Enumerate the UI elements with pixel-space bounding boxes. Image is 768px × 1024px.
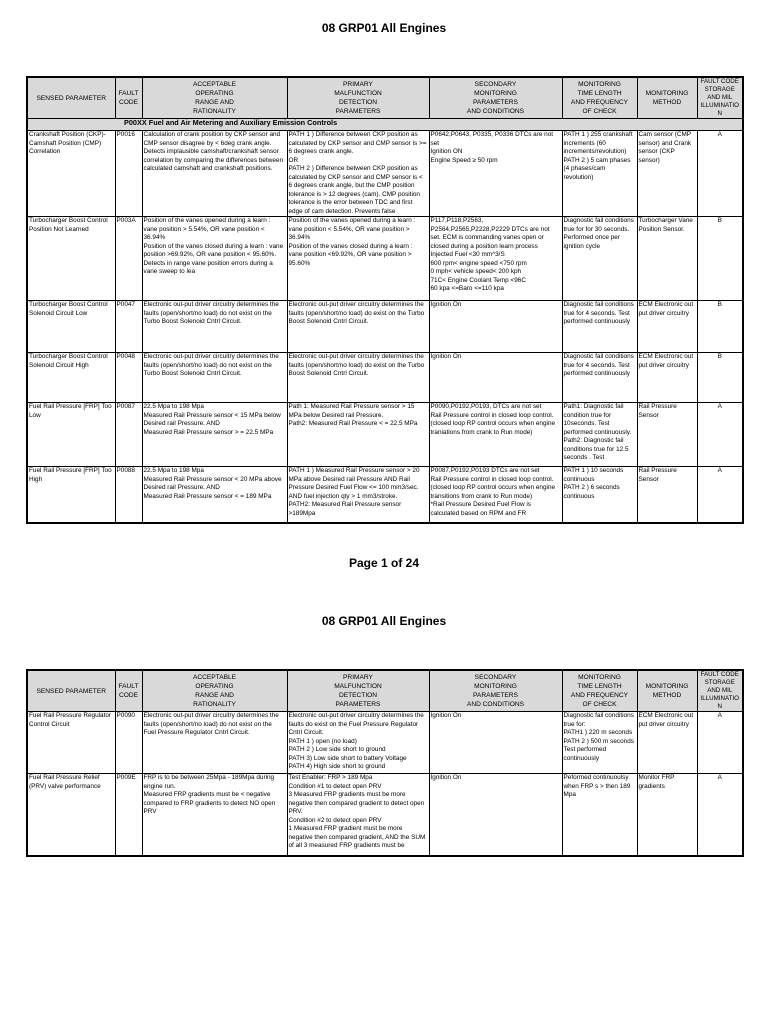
sensed-parameter: Fuel Rail Pressure [FRP] Too High (27, 467, 115, 523)
monitoring-time: Diagnostic fail conditions true for: PATH1 ) 220 m seconds PATH 2 ) 500 m seconds Test performed continuously (562, 712, 637, 774)
monitoring-method: Monitor FRP gradients (637, 774, 697, 856)
monitoring-method: Rail Pressure Sensor (637, 403, 697, 467)
monitoring-method: ECM Electronic out put driver circuitry (637, 301, 697, 353)
table-row (27, 712, 743, 774)
header-row (27, 77, 743, 119)
primary-malfunction: Path 1: Measured Rail Pressure sensor > 15 MPa below Desired rail Pressure. Path2: Measured Rail Pressure < = 22.5 MPa (287, 403, 429, 467)
fault-code: P0048 (115, 353, 142, 403)
secondary-conditions: P0090,P0192,P0193, DTCs are not set Rail Pressure control in closed loop control. (closed loop RP control occurs when engine traniations from crank to Run mode) (429, 403, 562, 467)
monitoring-method: Cam sensor (CMP sensor) and Crank sensor (CKP sensor) (637, 131, 697, 217)
fault-code: P003A (115, 217, 142, 301)
operating-range: Electronic out-put driver circuitry determines the faults (open/short/no load) do not exist on the Fuel Pressure Regulator Cntrl Circuit. (142, 712, 287, 774)
monitoring-time: PATH 1 ) 255 crankshaft increments (60 increments/revolution) PATH 2 ) 5 cam phases (4 phases/cam revolution) (562, 131, 637, 217)
secondary-conditions: Ignition On (429, 301, 562, 353)
sensed-parameter: Fuel Rail Pressure Regulator Control Circuit (27, 712, 115, 774)
primary-malfunction: PATH 1 ) Measured Rail Pressure sensor > 20 MPa above Desired rail Pressure AND Rail Pressure Desired Fuel Flow <= 100 mm3/sec. AND fuel injection qty > 1 mm3/stroke. PATH2: Measured Rail Pressure sensor >189Mpa (287, 467, 429, 523)
secondary-conditions: Ignition On (429, 712, 562, 774)
col-operating-range: ACCEPTABLE OPERATING RANGE AND RATIONALITY (142, 77, 287, 119)
page-number: Page 1 of 24 (348, 556, 420, 570)
operating-range: Electronic out-put driver circuitry determines the faults (open/short/no load) do not exist on the Turbo Boost Solenoid Cntrl Circuit. (142, 353, 287, 403)
operating-range: Electronic out-put driver circuitry determines the faults (open/short/no load) do not exist on the Turbo Boost Solenoid Cntrl Circuit. (142, 301, 287, 353)
col-operating-range: ACCEPTABLE OPERATING RANGE AND RATIONALITY (142, 670, 287, 712)
fault-code: P0047 (115, 301, 142, 353)
col-sensed-parameter: SENSED PARAMETER (27, 670, 115, 712)
monitoring-time: Diagnostic fail conditions true for 4 seconds. Test performed continuously (562, 301, 637, 353)
mil-class: B (697, 217, 743, 301)
col-secondary-monitoring: SECONDARY MONITORING PARAMETERS AND CONDITIONS (429, 77, 562, 119)
col-monitoring-method: MONITORING METHOD (637, 77, 697, 119)
primary-malfunction: Test Enabler: FRP > 189 Mpa Condition #1 to detect open PRV 3 Measured FRP gradients must be more negative then compared gradient to detect open PRV. Condition #2 to detect open PRV 1 Measured FRP gradient must be more negative then compared gradient, AND the SUM of all 3 measured FRP gradients must be (287, 774, 429, 856)
monitoring-method: ECM Electronic out put driver circuitry (637, 712, 697, 774)
mil-class: B (697, 301, 743, 353)
col-monitoring-time: MONITORING TIME LENGTH AND FREQUENCY OF CHECK (562, 670, 637, 712)
operating-range: Calculation of crank position by CKP sensor and CMP sensor disagree by < 6deg crank angle. Detects implausible camshaft/crankshaft sensor correlation by comparing the differences between calculated camshaft and crankshaft positions. (142, 131, 287, 217)
table-row (27, 131, 743, 217)
obd-table (26, 76, 744, 524)
monitoring-time: Diagnostic fail conditions true for for 30 seconds. Performed once per ignition cycle (562, 217, 637, 301)
table-row (27, 403, 743, 467)
sensed-parameter: Crankshaft Position (CKP)- Camshaft Position (CMP) Correlation (27, 131, 115, 217)
table-row (27, 217, 743, 301)
sensed-parameter: Fuel Rail Pressure [FRP] Too Low (27, 403, 115, 467)
table-row (27, 467, 743, 523)
col-monitoring-method: MONITORING METHOD (637, 670, 697, 712)
header-row (27, 670, 743, 712)
fault-code: P009E (115, 774, 142, 856)
secondary-conditions: P0642,P0643, P0335, P0336 DTCs are not set Ignition ON Engine Speed ≥ 50 rpm (429, 131, 562, 217)
operating-range: FRP is to be between 25Mpa - 189Mpa during engine run. Measured FRP gradients must be < negative compared to FRP gradients to detect NO open PRV (142, 774, 287, 856)
mil-class: A (697, 403, 743, 467)
col-sensed-parameter: SENSED PARAMETER (27, 77, 115, 119)
primary-malfunction: PATH 1 ) Difference between CKP position as calculated by CKP sensor and CMP sensor is >= 6 degrees crank angle. OR PATH 2 ) Difference between CKP position as calculated by CKP sensor and CMP sensor is < 6 degrees crank angle, but the CMP position tolerance is > 12 degrees (cam). CMP position tolerance is the error between TDC and first edge of cam detection. Prevents false (287, 131, 429, 217)
table-row (27, 353, 743, 403)
primary-malfunction: Electronic out-put driver circuitry determines the faults (open/short/no load) do exist on the Turbo Boost Solenoid Cntrl Circuit. (287, 353, 429, 403)
col-fault-storage: FAULT CODE STORAGE AND MIL ILLUMINATIO N (697, 670, 743, 712)
fault-code: P0088 (115, 467, 142, 523)
secondary-conditions: P117,P118,P2563, P2564,P2565,P2228,P2229 DTCs are not set. ECM is commanding vanes open or closed during a position learn process Injected Fuel <30 mm^3/S 600 rpm< engine speed <750 rpm 0 mph< vehicle speed< 200 kph 71C< Engine Coolant Temp <96C 60 kpa <=Baro <=110 kpa (429, 217, 562, 301)
secondary-conditions: Ignition On (429, 353, 562, 403)
col-monitoring-time: MONITORING TIME LENGTH AND FREQUENCY OF CHECK (562, 77, 637, 119)
document-title: 08 GRP01 All Engines (321, 21, 447, 35)
col-primary-malfunction: PRIMARY MALFUNCTION DETECTION PARAMETERS (287, 77, 429, 119)
mil-class: B (697, 353, 743, 403)
primary-malfunction: Electronic out-put driver circuitry determines the faults do exist on the Fuel Pressure Regulator Cntrl Circuit. PATH 1 ) open (no load) PATH 2 ) Low side short to ground PATH 3) Low side short to battery Voltage PATH 4) High side short to ground (287, 712, 429, 774)
monitoring-time: Path1: Diagnostic fail condition true for 10seconds. Test performed continuously. Path2: Diagnostic fail conditions true for 12.5 seconds . Test (562, 403, 637, 467)
monitoring-method: Turbocharger Vane Position Sensor. (637, 217, 697, 301)
monitoring-method: ECM Electronic out put driver circuitry (637, 353, 697, 403)
sensed-parameter: Turbocharger Boost Control Solenoid Circuit Low (27, 301, 115, 353)
sensed-parameter: Turbocharger Boost Control Position Not Learned (27, 217, 115, 301)
section-heading: P00XX Fuel and Air Metering and Auxiliary Emission Controls (27, 119, 743, 131)
mil-class: A (697, 774, 743, 856)
fault-code: P0016 (115, 131, 142, 217)
fault-code: P0090 (115, 712, 142, 774)
document-title: 08 GRP01 All Engines (321, 614, 447, 628)
mil-class: A (697, 467, 743, 523)
monitoring-time: PATH 1 ) 10 seconds continuous PATH 2 ) 6 seconds continuous (562, 467, 637, 523)
operating-range: 22.5 Mpa to 198 Mpa Measured Rail Pressure sensor < 15 MPa below Desired rail Pressure. AND Measured Rail Pressure sensor > = 22.5 MPa (142, 403, 287, 467)
operating-range: Position of the vanes opened during a learn : vane position > 5.54%, OR vane position < 36.94% Position of the vanes closed during a learn : vane position >69.92%, OR vane position < 95.60%. Detects in range vane position errors during a vane sweep to lea (142, 217, 287, 301)
col-fault-storage: FAULT CODE STORAGE AND MIL ILLUMINATIO N (697, 77, 743, 119)
col-fault-code: FAULT CODE (115, 670, 142, 712)
secondary-conditions: Ignition On (429, 774, 562, 856)
operating-range: 22.5 Mpa to 198 Mpa Measured Rail Pressure sensor < 20 MPa above Desired rail Pressure. AND Measured Rail Pressure sensor < = 189 MPa (142, 467, 287, 523)
mil-class: A (697, 712, 743, 774)
secondary-conditions: P0087,P0192,P0193 DTCs are not set Rail Pressure control in closed loop control. (closed loop RP control occurs when engine transitions from crank to Run mode) *Rail Pressure Desired Fuel Flow is calculated based on RPM and FR (429, 467, 562, 523)
sensed-parameter: Fuel Rail Pressure Relief (PRV) valve performance (27, 774, 115, 856)
monitoring-time: Peformed continuoulsy when FRP s > then 189 Mpa (562, 774, 637, 856)
primary-malfunction: Position of the vanes opened during a learn : vane position < 5.54%, OR vane position > 36.94% Position of the vanes closed during a learn : vane position <69.92%, OR vane position > 95.60% (287, 217, 429, 301)
table-row (27, 301, 743, 353)
col-fault-code: FAULT CODE (115, 77, 142, 119)
monitoring-method: Rail Pressure Sensor (637, 467, 697, 523)
monitoring-time: Diagnostic fail conditions true for 4 seconds. Test performed continuously (562, 353, 637, 403)
col-secondary-monitoring: SECONDARY MONITORING PARAMETERS AND CONDITIONS (429, 670, 562, 712)
mil-class: A (697, 131, 743, 217)
table-row (27, 774, 743, 856)
obd-table (26, 669, 744, 857)
primary-malfunction: Electronic out-put driver circuitry determines the faults (open/short/no load) do exist on the Turbo Boost Solenoid Cntrl Circuit. (287, 301, 429, 353)
col-primary-malfunction: PRIMARY MALFUNCTION DETECTION PARAMETERS (287, 670, 429, 712)
fault-code: P0087 (115, 403, 142, 467)
sensed-parameter: Turbocharger Boost Control Solenoid Circuit High (27, 353, 115, 403)
